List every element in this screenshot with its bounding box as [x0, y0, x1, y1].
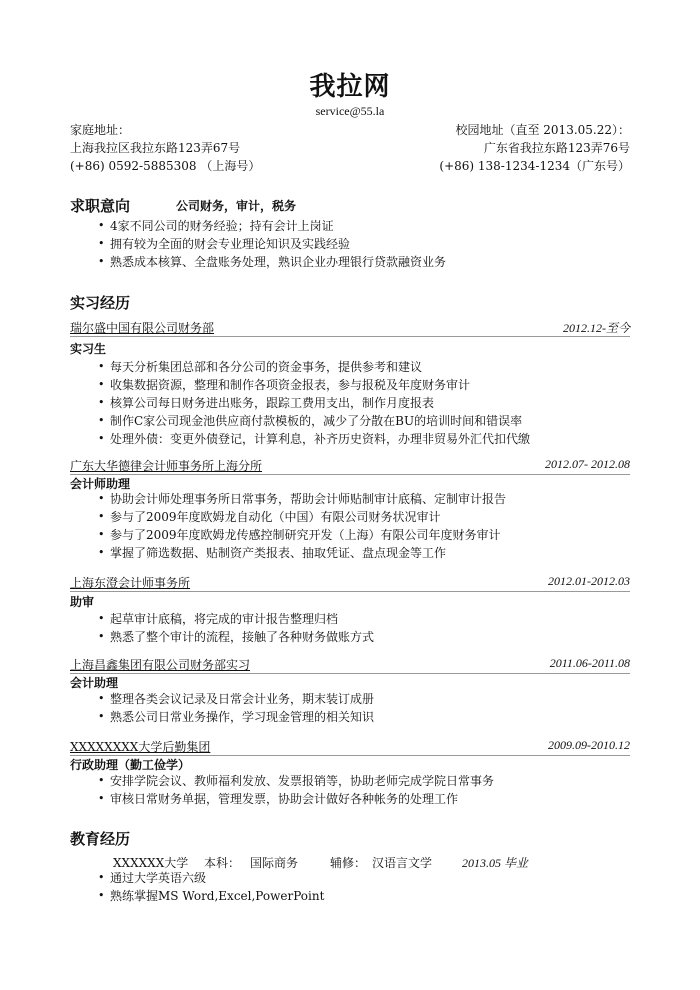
- job-organization: 上海东澄会计师事务所: [70, 576, 191, 590]
- list-item: • 熟悉成本核算、全盘账务处理，熟识企业办理银行贷款融资业务: [98, 253, 446, 271]
- job-role: 助审: [70, 595, 95, 609]
- job-header: [70, 457, 630, 473]
- objective-list: [98, 217, 446, 271]
- job-role: 行政助理（勤工俭学）: [70, 758, 191, 772]
- divider: [70, 673, 630, 674]
- job-duties: [98, 490, 506, 562]
- job-date: 2012.07- 2012.08: [545, 457, 630, 471]
- school-address: 广东省我拉东路123弄76号: [483, 141, 630, 155]
- job-header: [70, 656, 630, 672]
- list-item: • 核算公司每日财务进出账务，跟踪工费用支出，制作月度报表: [98, 394, 530, 412]
- home-address: 上海我拉区我拉东路123弄67号: [70, 141, 241, 155]
- divider: [70, 591, 630, 592]
- minor: 汉语言文学: [372, 856, 433, 870]
- list-item: • 通过大学英语六级: [98, 869, 324, 887]
- objective-title: 求职意向: [70, 197, 131, 215]
- list-item: • 协助会计师处理事务所日常事务，帮助会计师贴制审计底稿、定制审计报告: [98, 490, 506, 508]
- list-item: • 整理各类会议记录及日常会计业务，期末装订成册: [98, 690, 374, 708]
- divider: [70, 474, 630, 475]
- job-role: 会计助理: [70, 676, 119, 690]
- job-header: [70, 738, 630, 754]
- school-name: XXXXXX大学: [113, 856, 189, 870]
- school-address-label: 校园地址（直至 2013.05.22）：: [455, 123, 630, 137]
- list-item: • 起草审计底稿，将完成的审计报告整理归档: [98, 610, 374, 628]
- job-organization: 上海昌鑫集团有限公司财务部实习: [70, 658, 251, 672]
- list-item: • 制作C家公司现金池供应商付款模板的，减少了分散在BU的培训时间和错误率: [98, 412, 530, 430]
- major-label: 本科：: [204, 856, 241, 870]
- list-item: • 4家不同公司的财务经验；持有会计上岗证: [98, 217, 446, 235]
- job-role: 会计师助理: [70, 477, 131, 491]
- list-item: • 熟悉公司日常业务操作，学习现金管理的相关知识: [98, 708, 374, 726]
- job-header: [70, 319, 630, 335]
- list-item: • 参与了2009年度欧姆龙传感控制研究开发（上海）有限公司年度财务审计: [98, 526, 506, 544]
- home-address-block: [70, 121, 260, 175]
- divider: [70, 336, 630, 337]
- list-item: • 处理外债：变更外债登记，计算利息，补齐历史资料，办理非贸易外汇代扣代缴: [98, 430, 530, 448]
- education-title: 教育经历: [70, 830, 131, 848]
- job-organization: 广东大华德律会计师事务所上海分所: [70, 459, 263, 473]
- job-organization: XXXXXXXX大学后勤集团: [70, 740, 211, 754]
- job-duties: [98, 690, 374, 726]
- job-duties: [98, 610, 374, 646]
- list-item: • 熟练掌握MS Word,Excel,PowerPoint: [98, 887, 324, 905]
- major: 国际商务: [250, 856, 299, 870]
- home-address-label: 家庭地址：: [70, 123, 131, 137]
- home-phone: (+86) 0592-5885308 （上海号）: [70, 159, 261, 173]
- graduation-date: 2013.05 毕业: [462, 856, 529, 870]
- school-phone: (+86) 138-1234-1234（广东号）: [439, 159, 630, 173]
- list-item: • 熟悉了整个审计的流程，接触了各种财务做账方式: [98, 628, 374, 646]
- job-duties: [98, 358, 530, 448]
- job-date: 2009.09-2010.12: [548, 738, 630, 752]
- job-date: 2011.06-2011.08: [549, 656, 630, 670]
- list-item: • 掌握了筛选数据、贴制资产类报表、抽取凭证、盘点现金等工作: [98, 544, 506, 562]
- list-item: • 收集数据资源，整理和制作各项资金报表，参与报税及年度财务审计: [98, 376, 530, 394]
- job-date: 2012.12-至今: [563, 321, 630, 335]
- list-item: • 审核日常财务单据，管理发票，协助会计做好各种帐务的处理工作: [98, 790, 494, 808]
- job-header: [70, 574, 630, 590]
- education-list: [98, 869, 324, 905]
- job-duties: [98, 772, 494, 808]
- list-item: • 安排学院会议、教师福利发放、发票报销等，协助老师完成学院日常事务: [98, 772, 494, 790]
- minor-label: 辅修：: [330, 856, 367, 870]
- candidate-email: service@55.la: [315, 104, 385, 118]
- job-date: 2012.01-2012.03: [548, 574, 630, 588]
- list-item: • 拥有较为全面的财会专业理论知识及实践经验: [98, 235, 446, 253]
- list-item: • 参与了2009年度欧姆龙自动化（中国）有限公司财务状况审计: [98, 508, 506, 526]
- school-address-block: [439, 121, 630, 175]
- candidate-name: 我拉网: [309, 72, 391, 102]
- job-role: 实习生: [70, 342, 107, 356]
- list-item: • 每天分析集团总部和各分公司的资金事务，提供参考和建议: [98, 358, 530, 376]
- internship-title: 实习经历: [70, 294, 131, 312]
- job-organization: 瑞尔盛中国有限公司财务部: [70, 321, 215, 335]
- objective-tag: 公司财务，审计，税务: [176, 199, 297, 213]
